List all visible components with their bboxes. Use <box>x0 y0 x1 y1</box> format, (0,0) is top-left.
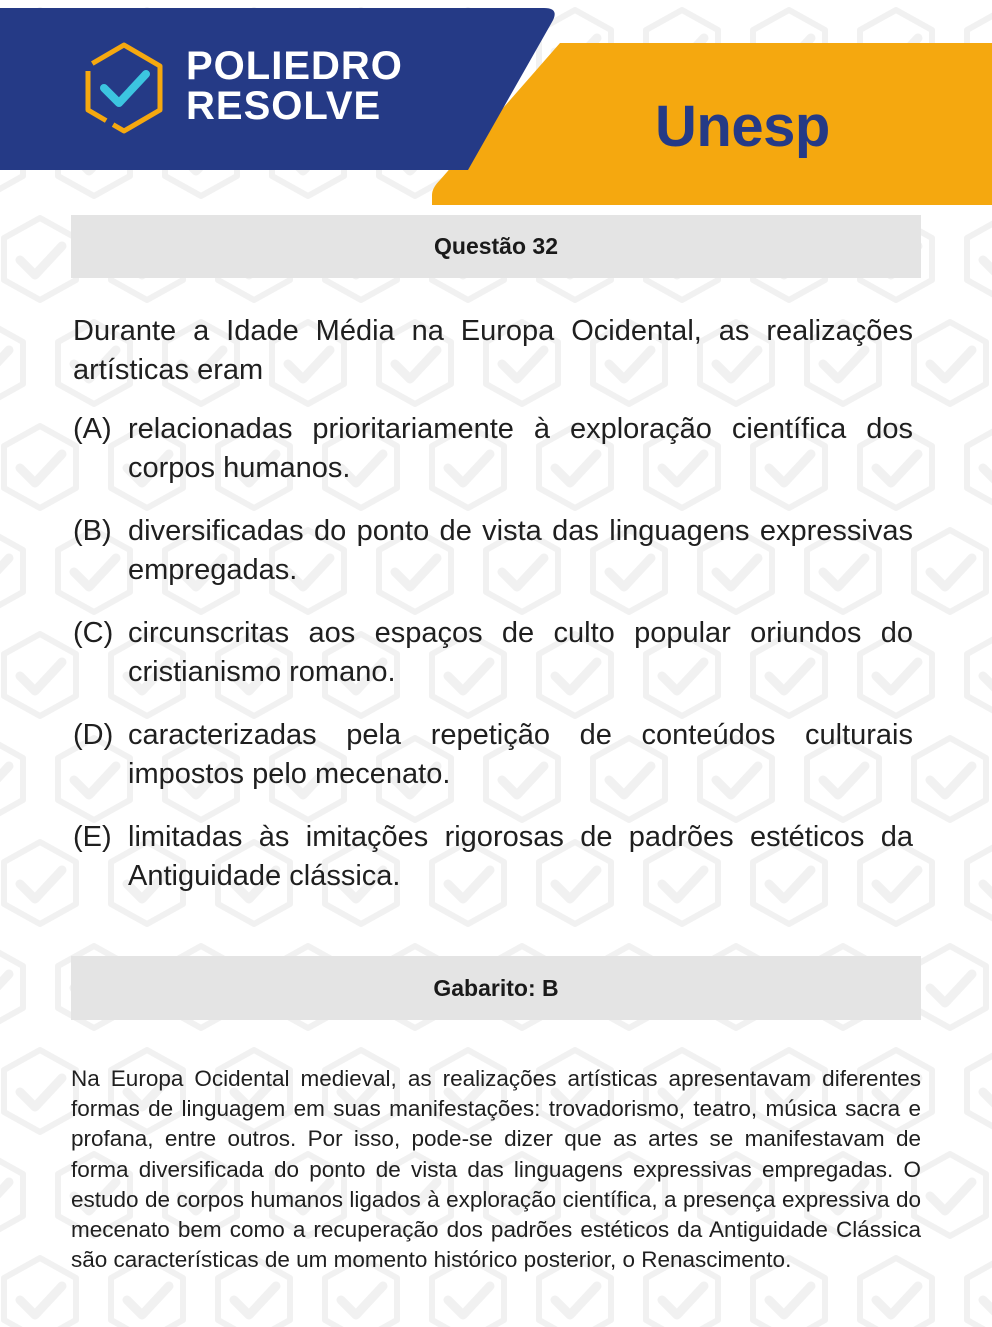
question-title: Questão 32 <box>71 215 921 278</box>
check-watermark-icon <box>4 1050 76 1132</box>
option-text: limitadas às imitações rigorosas de padrões estéticos da Antiguidade clássica. <box>128 821 913 892</box>
check-watermark-icon <box>914 1154 986 1236</box>
option-text: diversificadas do ponto de vista das linguagens expressivas empregadas. <box>128 515 913 586</box>
option-e <box>73 818 913 896</box>
option-letter: (A) <box>73 413 112 445</box>
check-watermark-icon <box>0 530 23 612</box>
check-watermark-icon <box>4 426 76 508</box>
option-b <box>73 512 913 590</box>
answer-explanation: Na Europa Ocidental medieval, as realizações artísticas apresentavam diferentes formas de linguagem em suas manifestações: trovadorismo, teatro, música sacra e profana, entre outros. Por isso, pode-se dizer que as artes se manifestavam de forma diversificada do ponto de vista das linguagens expressivas empregadas. O estudo de corpos humanos ligados à exploração científica, a presença expressiva do mecenato bem como a recuperação dos padrões estéticos da Antiguidade Clássica são características de um momento histórico posterior, o Renascimento. <box>71 1066 921 1273</box>
option-a <box>73 410 913 488</box>
check-watermark-icon <box>0 1154 23 1236</box>
header <box>0 0 992 205</box>
option-d <box>73 716 913 794</box>
option-text: caracterizadas pela repetição de conteúdos culturais impostos pelo mecenato. <box>128 719 913 790</box>
check-watermark-icon <box>967 842 992 924</box>
check-watermark-icon <box>914 322 986 404</box>
hexagon-check-icon <box>80 40 168 136</box>
check-watermark-icon <box>967 1050 992 1132</box>
options-list <box>73 410 913 896</box>
check-watermark-icon <box>4 634 76 716</box>
option-letter: (B) <box>73 515 112 547</box>
check-watermark-icon <box>967 426 992 508</box>
check-watermark-icon <box>967 1258 992 1327</box>
check-watermark-icon <box>914 530 986 612</box>
exam-name: Unesp <box>655 94 830 159</box>
check-watermark-icon <box>0 946 23 1028</box>
check-watermark-icon <box>914 946 986 1028</box>
check-watermark-icon <box>4 842 76 924</box>
option-text: circunscritas aos espaços de culto popular oriundos do cristianismo romano. <box>128 617 913 688</box>
brand-line-2: RESOLVE <box>186 84 382 128</box>
brand-line-1: POLIEDRO <box>186 44 403 88</box>
option-letter: (C) <box>73 617 114 649</box>
check-watermark-icon <box>967 218 992 300</box>
option-letter: (D) <box>73 719 114 751</box>
check-watermark-icon <box>914 738 986 820</box>
check-watermark-icon <box>4 1258 76 1327</box>
check-watermark-icon <box>967 634 992 716</box>
option-text: relacionadas prioritariamente à exploração científica dos corpos humanos. <box>128 413 913 484</box>
option-c <box>73 614 913 692</box>
check-watermark-icon <box>0 322 23 404</box>
check-watermark-icon <box>4 218 76 300</box>
brand-name <box>186 46 403 126</box>
question-body <box>73 312 913 920</box>
check-watermark-icon <box>0 738 23 820</box>
option-letter: (E) <box>73 821 112 853</box>
question-stem: Durante a Idade Média na Europa Ocidental, as realizações artísticas eram <box>73 315 913 386</box>
answer-key: Gabarito: B <box>71 956 921 1020</box>
